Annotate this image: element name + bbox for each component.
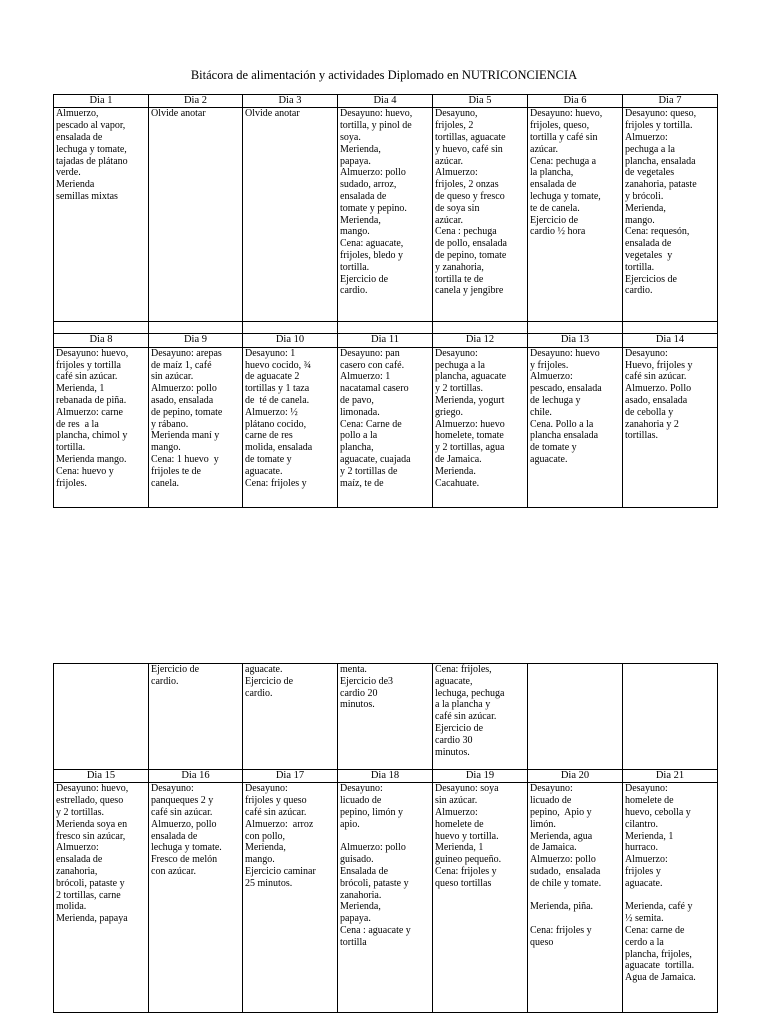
day-header: Dia 7: [623, 95, 718, 108]
day-entry-text: Desayuno: 1 huevo cocido, ¾ de aguacate 2 tortillas y 1 taza de té de canela. Almuerzo: ½ plátano cocido, carne de res molida, ensalada de tomate y aguacate. Cena: frijoles y: [245, 347, 313, 489]
day-header: Dia 16: [149, 770, 243, 783]
day-entry-text: Desayuno, frijoles, 2 tortillas, aguacate y huevo, café sin azúcar. Almuerzo: frijoles, 2 onzas de queso y fresco de soya sin azúcar. Cena : pechuga de pollo, ensalada de pepino, tomate y zanahoria, tortilla te de canela y jengibre: [435, 108, 507, 297]
log-table-page1: [53, 94, 718, 508]
day-header: Dia 9: [149, 334, 243, 347]
document-title: Bitácora de alimentación y actividades Diplomado en NUTRICONCIENCIA: [190, 68, 578, 82]
day-header: Dia 12: [433, 334, 528, 347]
day-entry: [54, 108, 149, 322]
day-entry-text: aguacate. Ejercicio de cardio.: [245, 664, 294, 699]
day-entry: [433, 783, 528, 1013]
day-header: Dia 19: [433, 770, 528, 783]
day-entry: [149, 347, 243, 507]
day-entry: [149, 783, 243, 1013]
day-entry: [528, 108, 623, 322]
day-entry: [528, 347, 623, 507]
day-header: Dia 15: [54, 770, 149, 783]
day-entry: [243, 664, 338, 770]
day-entry: [338, 347, 433, 507]
day-entry-text: Desayuno: huevo, tortilla, y pinol de soya. Merienda, papaya. Almuerzo: pollo sudado, arroz, ensalada de tomate y pepino. Merienda, mango. Cena: aguacate, frijoles, bledo y tortilla. Ejercicio de cardio.: [340, 108, 413, 297]
day-entry-text: Almuerzo, pescado al vapor, ensalada de lechuga y tomate, tajadas de plátano verde. Merienda semillas mixtas: [56, 108, 128, 202]
empty-cell: [149, 322, 243, 334]
day-header: Dia 1: [54, 95, 149, 108]
day-entry-text: Desayuno: homelete de huevo, cebolla y cilantro. Merienda, 1 hurraco. Almuerzo: frijoles y aguacate. Merienda, café y ½ semita. Cena: carne de cerdo a la plancha, frijoles, aguacate tortilla. Agua de Jamaica.: [625, 783, 696, 984]
day-header: Dia 2: [149, 95, 243, 108]
week3-header-row: [54, 770, 718, 783]
spacer-row: [54, 322, 718, 334]
day-entry: [54, 664, 149, 770]
day-entry: [433, 664, 528, 770]
day-entry: [528, 783, 623, 1013]
empty-cell: [338, 322, 433, 334]
week1-content-row: [54, 108, 718, 322]
day-entry-text: Desayuno: queso, frijoles y tortilla. Almuerzo: pechuga a la plancha, ensalada de vegetales zanahoria, pataste y brócoli. Merienda, mango. Cena: requesón, ensalada de vegetales y tortilla. Ejercicios de cardio.: [625, 108, 697, 297]
day-entry: [623, 664, 718, 770]
day-entry-text: Desayuno: arepas de maíz 1, café sin azúcar. Almuerzo: pollo asado, ensalada de pepino, tomate y rábano. Merienda maní y mango. Cena: 1 huevo y frijoles te de canela.: [151, 347, 223, 489]
day-entry-text: Olvide anotar: [245, 108, 300, 120]
week2-header-row: [54, 334, 718, 347]
day-header: Dia 10: [243, 334, 338, 347]
day-entry: [54, 347, 149, 507]
day-entry: [433, 347, 528, 507]
day-entry: [243, 108, 338, 322]
empty-cell: [528, 322, 623, 334]
week3-content-row: [54, 783, 718, 1013]
day-header: Dia 11: [338, 334, 433, 347]
day-entry: [149, 108, 243, 322]
day-entry: [243, 783, 338, 1013]
day-header: Dia 18: [338, 770, 433, 783]
day-entry-text: Cena: frijoles, aguacate, lechuga, pechuga a la plancha y café sin azúcar. Ejercicio de cardio 30 minutos.: [435, 664, 505, 758]
day-entry: [54, 783, 149, 1013]
day-entry-text: Desayuno: frijoles y queso café sin azúcar. Almuerzo: arroz con pollo, Merienda, mango. Ejercicio caminar 25 minutos.: [245, 783, 316, 889]
day-entry-text: Desayuno: huevo, frijoles, queso, tortilla y café sin azúcar. Cena: pechuga a la plancha, ensalada de lechuga y tomate, te de canela. Ejercicio de cardio ½ hora: [530, 108, 603, 238]
day-entry: [338, 783, 433, 1013]
empty-cell: [54, 322, 149, 334]
empty-cell: [433, 322, 528, 334]
day-header: Dia 6: [528, 95, 623, 108]
day-header: Dia 21: [623, 770, 718, 783]
day-entry-text: Desayuno: huevo, estrellado, queso y 2 tortillas. Merienda soya en fresco sin azúcar, Almuerzo: ensalada de zanahoria, brócoli, pataste y 2 tortillas, carne molida. Merienda, papaya: [56, 783, 129, 925]
day-entry-text: Desayuno: Huevo, frijoles y café sin azúcar. Almuerzo. Pollo asado, ensalada de cebolla y zanahoria y 2 tortillas.: [625, 347, 693, 442]
day-entry-text: Ejercicio de cardio.: [151, 664, 200, 687]
day-entry-text: Desayuno: pan casero con café. Almuerzo: 1 nacatamal casero de pavo, limonada. Cena: Carne de pollo a la plancha, aguacate, cuajada y 2 tortillas de maíz, te de: [340, 347, 411, 489]
day-header: Dia 8: [54, 334, 149, 347]
day-header: Dia 13: [528, 334, 623, 347]
day-entry: [149, 664, 243, 770]
day-entry-text: Desayuno: pechuga a la plancha, aguacate y 2 tortillas. Merienda, yogurt griego. Almuerzo: huevo homelete, tomate y 2 tortillas, agua de Jamaica. Merienda. Cacahuate.: [435, 347, 507, 489]
day-entry-text: menta. Ejercicio de3 cardio 20 minutos.: [340, 664, 394, 711]
day-entry: [338, 664, 433, 770]
empty-cell: [623, 322, 718, 334]
week2-content-row: [54, 347, 718, 507]
day-header: Dia 14: [623, 334, 718, 347]
day-entry: [623, 783, 718, 1013]
day-entry-text: Desayuno: licuado de pepino, limón y apio. Almuerzo: pollo guisado. Ensalada de brócoli, pataste y zanahoria. Merienda, papaya. Cena : aguacate y tortilla: [340, 783, 411, 948]
day-header: Dia 20: [528, 770, 623, 783]
day-entry: [338, 108, 433, 322]
empty-cell: [243, 322, 338, 334]
week1-header-row: [54, 95, 718, 108]
day-entry-text: Desayuno: soya sin azúcar. Almuerzo: homelete de huevo y tortilla. Merienda, 1 guineo pequeño. Cena: frijoles y queso tortillas: [435, 783, 502, 889]
day-entry: [623, 347, 718, 507]
day-entry: [623, 108, 718, 322]
day-entry-text: Desayuno: licuado de pepino, Apio y limón. Merienda, agua de Jamaica. Almuerzo: pollo sudado, ensalada de chile y tomate. Merienda, piña. Cena: frijoles y queso: [530, 783, 602, 948]
day-entry-text: Desayuno: panqueques 2 y café sin azúcar. Almuerzo, pollo ensalada de lechuga y tomate. Fresco de melón con azúcar.: [151, 783, 222, 877]
day-entry: [243, 347, 338, 507]
day-entry-text: Desayuno: huevo y frijoles. Almuerzo: pescado, ensalada de lechuga y chile. Cena. Pollo a la plancha ensalada de tomate y aguacate.: [530, 347, 602, 465]
day-entry-text: Desayuno: huevo, frijoles y tortilla café sin azúcar. Merienda, 1 rebanada de piña. Almuerzo: carne de res a la plancha, chimol y tortilla. Merienda mango. Cena: huevo y frijoles.: [56, 347, 129, 489]
day-header: Dia 4: [338, 95, 433, 108]
day-header: Dia 5: [433, 95, 528, 108]
day-entry: [433, 108, 528, 322]
day-header: Dia 3: [243, 95, 338, 108]
day-entry: [528, 664, 623, 770]
continued-row: [54, 664, 718, 770]
day-header: Dia 17: [243, 770, 338, 783]
day-entry-text: Olvide anotar: [151, 108, 206, 120]
log-table-page2: [53, 663, 718, 1013]
